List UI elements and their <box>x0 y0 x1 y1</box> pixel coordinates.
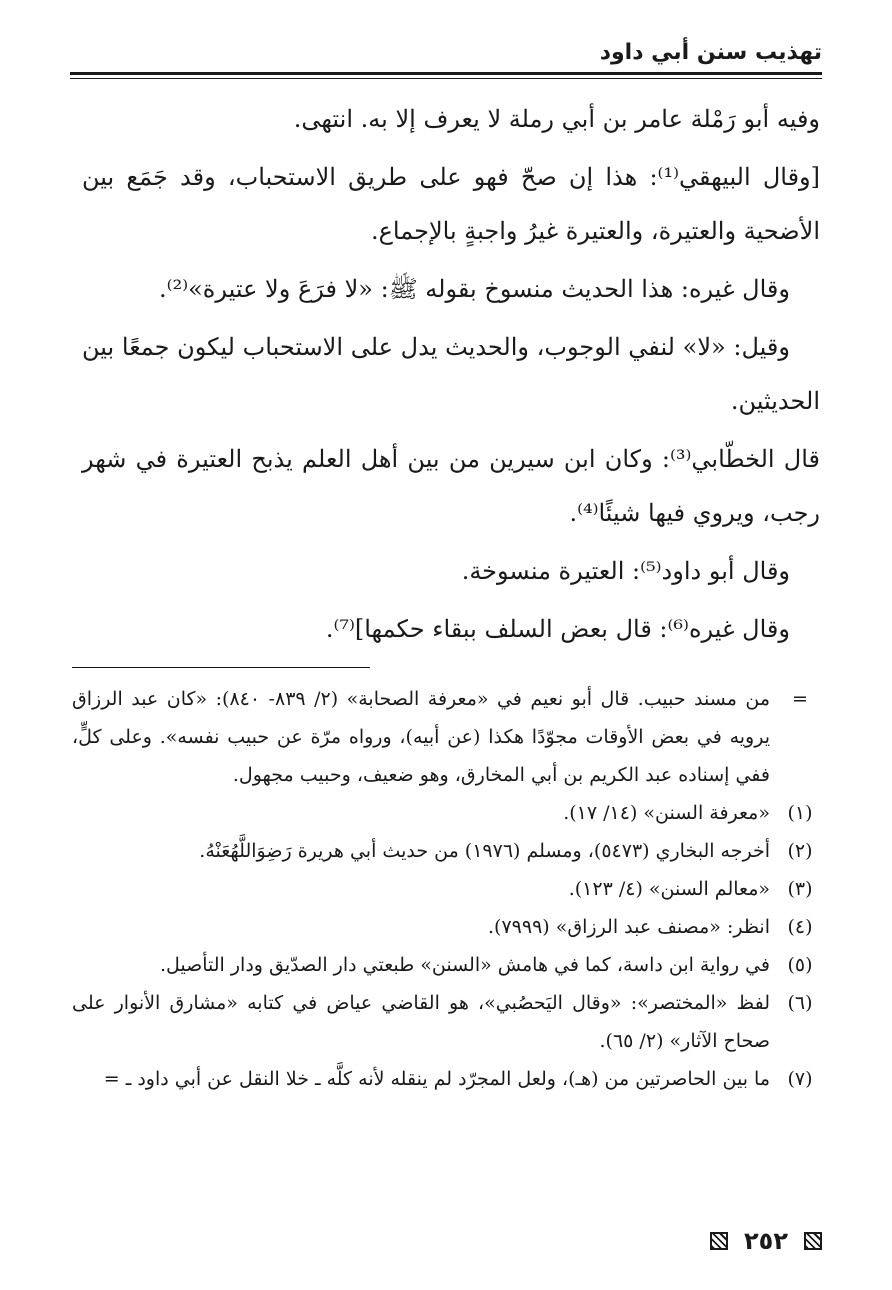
footnote-separator <box>72 667 370 668</box>
footnote-item <box>72 870 822 908</box>
ornament-icon <box>804 1232 822 1250</box>
paragraph: وقال غيره⁽⁶⁾: قال بعض السلف ببقاء حكمها]⁽⁷⁾. <box>325 615 790 643</box>
footnote-text: من مسند حبيب. قال أبو نعيم في «معرفة الصحابة» (٢/ ٨٣٩- ٨٤٠): «كان عبد الرزاق يرويه في بعض الأوقات مجوّدًا هكذا (عن أبيه)، ورواه مرّة عن حبيب نفسه». وعلى كلٍّ، ففي إسناده عبد الكريم بن أبي المخارق، وهو ضعيف، وحبيب مجهول. <box>72 688 771 786</box>
footnote-text: انظر: «مصنف عبد الرزاق» (٧٩٩٩). <box>488 916 770 938</box>
paragraph: [وقال البيهقي⁽¹⁾: هذا إن صحّ فهو على طريق الاستحباب، وقد جَمَع بين الأضحية والعتيرة، والعتيرة غيرُ واجبةٍ بالإجماع. <box>82 163 821 245</box>
running-header-title: تهذيب سنن أبي داود <box>599 40 822 65</box>
ornament-icon <box>710 1232 728 1250</box>
footnote-text: أخرجه البخاري (٥٤٧٣)، ومسلم (١٩٧٦) من حديث أبي هريرة رَضِوَاللَّهُعَنْهُ. <box>199 840 770 862</box>
paragraph: وقيل: «لا» لنفي الوجوب، والحديث يدل على الاستحباب ليكون جمعًا بين الحديثين. <box>82 333 820 415</box>
continuation-mark: = <box>792 688 808 710</box>
footnote-item <box>72 794 822 832</box>
paragraph: وفيه أبو رَمْلة عامر بن أبي رملة لا يعرف إلا به. انتهى. <box>293 105 820 133</box>
footnote-text: لفظ «المختصر»: «وقال اليَحصُبي»، هو القاضي عياض في كتابه «مشارق الأنوار على صحاح الآثار» (٢/ ٦٥). <box>72 992 770 1052</box>
footnote-text: ما بين الحاصرتين من (هـ)، ولعل المجرّد لم ينقله لأنه كلَّه ـ خلا النقل عن أبي داود ـ = <box>103 1068 770 1090</box>
footnotes <box>72 680 822 1098</box>
paragraph: وقال غيره: هذا الحديث منسوخ بقوله ﷺ: «لا فرَعَ ولا عتيرة»⁽²⁾. <box>159 275 790 303</box>
header-rule <box>70 72 822 75</box>
footnote-text: في رواية ابن داسة، كما في هامش «السنن» طبعتي دار الصدّيق ودار التأصيل. <box>159 954 770 976</box>
main-text <box>82 92 820 656</box>
footnote-item <box>72 946 822 984</box>
footnote-text: «معالم السنن» (٤/ ١٢٣). <box>568 878 770 900</box>
page-footer <box>710 1224 822 1258</box>
footnote-number: (٤) <box>787 916 813 938</box>
page-number: ٢٥٢ <box>744 1227 788 1255</box>
header-rule-thin <box>70 78 822 79</box>
paragraph: وقال أبو داود⁽⁵⁾: العتيرة منسوخة. <box>461 557 790 585</box>
footnote-number: (٥) <box>787 954 813 976</box>
paragraph: قال الخطّابي⁽³⁾: وكان ابن سيرين من بين أهل العلم يذبح العتيرة في شهر رجب، ويروي فيها شيئًا⁽⁴⁾. <box>82 445 820 527</box>
running-header <box>70 38 822 72</box>
footnote-number: (٦) <box>787 992 813 1014</box>
footnote-item <box>72 832 822 870</box>
footnote-item <box>72 984 822 1060</box>
footnote-number: (٣) <box>787 878 813 900</box>
footnote-number: (٧) <box>787 1068 813 1090</box>
footnote-number: (١) <box>787 802 813 824</box>
footnote-continuation <box>72 680 822 794</box>
footnote-text: «معرفة السنن» (١٤/ ١٧). <box>563 802 770 824</box>
footnote-item <box>72 1060 822 1098</box>
footnote-item <box>72 908 822 946</box>
footnote-number: (٢) <box>787 840 813 862</box>
